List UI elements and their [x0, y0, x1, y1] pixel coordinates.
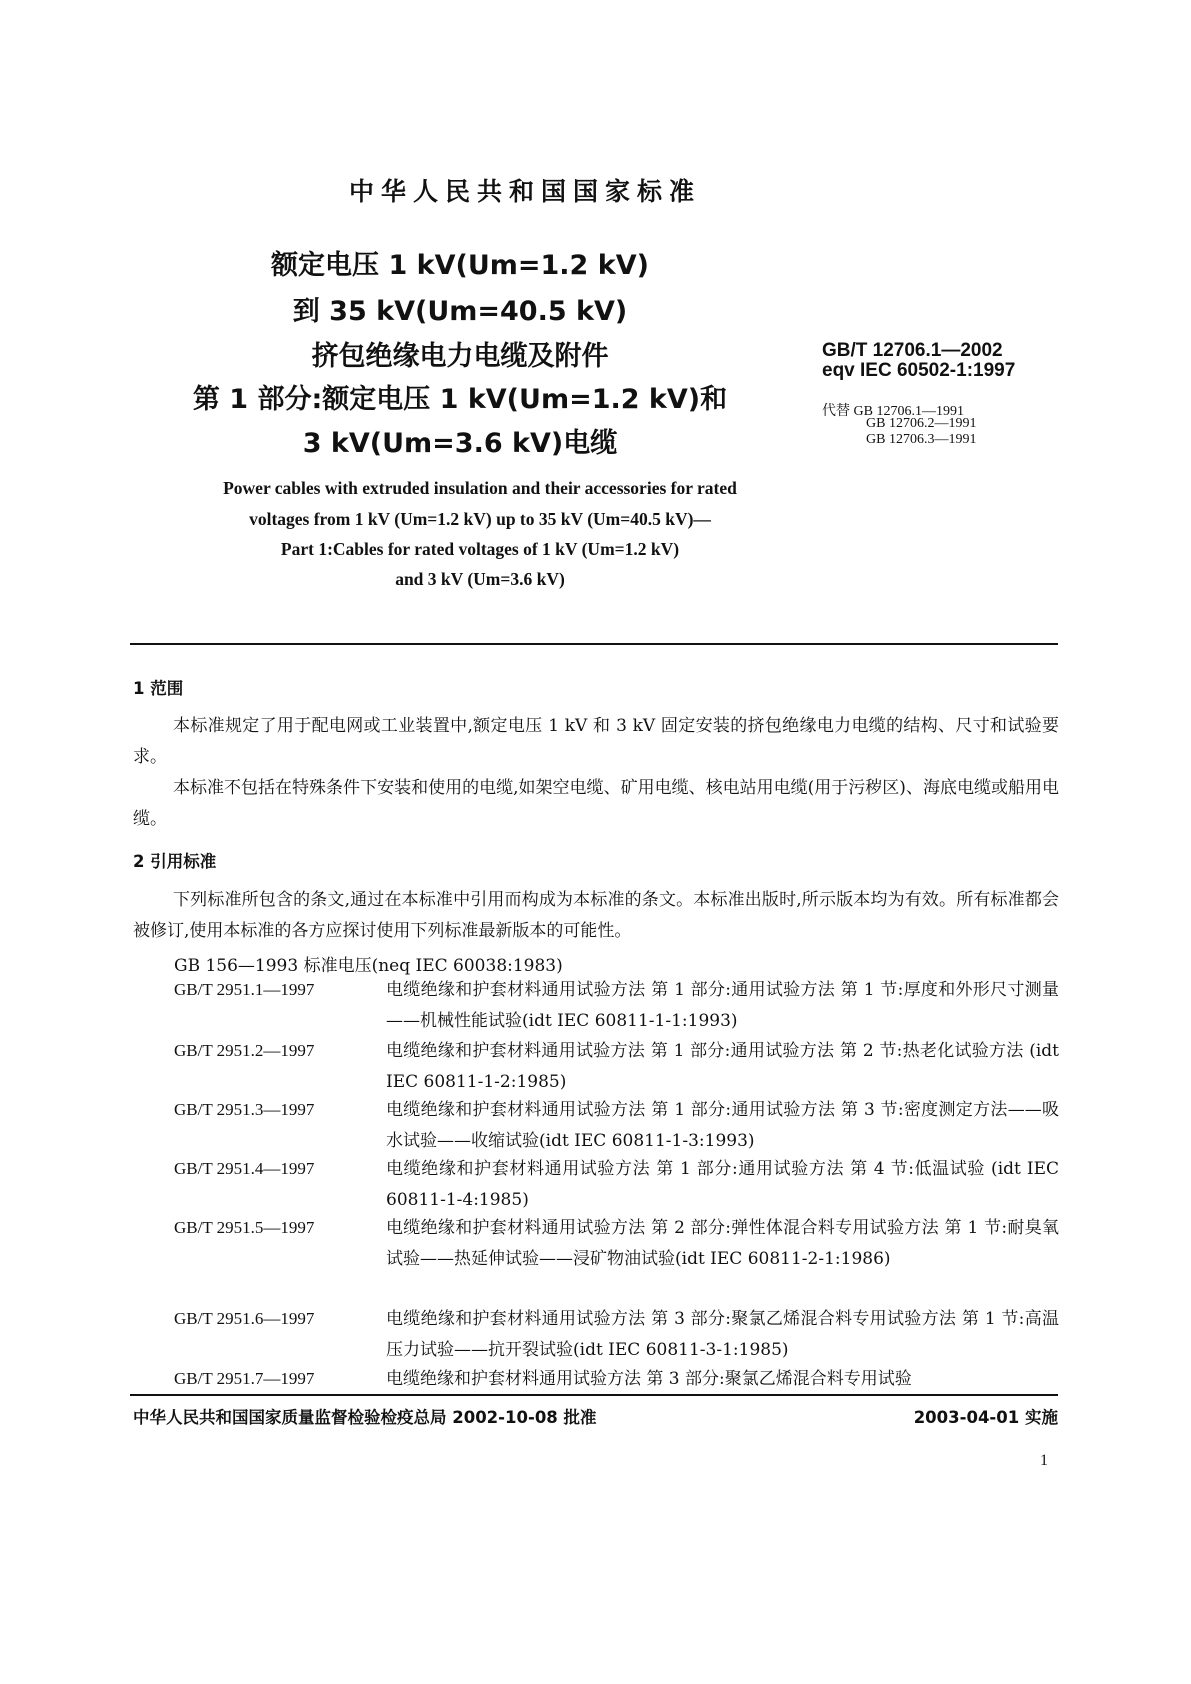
- title-en-line-4: and 3 kV (Um=3.6 kV): [395, 569, 565, 589]
- reference-code: GB/T 2951.2—1997: [174, 1041, 315, 1060]
- section-2-paragraph-1: 下列标准所包含的条文,通过在本标准中引用而构成为本标准的条文。本标准出版时,所示版本均为有效。所有标准都会被修订,使用本标准的各方应探讨使用下列标准最新版本的可能性。: [133, 890, 1059, 941]
- section-1-heading: 1 范围: [133, 679, 184, 698]
- title-cn-line-1: 额定电压 1 kV(Um=1.2 kV): [271, 250, 649, 281]
- section-1-paragraph-2: 本标准不包括在特殊条件下安装和使用的电缆,如架空电缆、矿用电缆、核电站用电缆(用于污秽区)、海底电缆或船用电缆。: [133, 778, 1059, 829]
- replaces-line-1: 代替 GB 12706.1—1991: [822, 404, 964, 419]
- reference-text: 电缆绝缘和护套材料通用试验方法 第 1 部分:通用试验方法 第 3 节:密度测定方法——吸水试验——收缩试验(idt IEC 60811-1-3:1993): [386, 1100, 1059, 1151]
- reference-text: 电缆绝缘和护套材料通用试验方法 第 1 部分:通用试验方法 第 1 节:厚度和外形尺寸测量——机械性能试验(idt IEC 60811-1-1:1993): [386, 980, 1059, 1031]
- title-divider: [130, 643, 1058, 645]
- standard-equivalence: eqv IEC 60502-1:1997: [822, 360, 1016, 381]
- approval-line: 中华人民共和国国家质量监督检验检疫总局 2002-10-08 批准: [133, 1408, 597, 1427]
- standard-code: GB/T 12706.1—2002: [822, 340, 1003, 361]
- replaces-line-3: GB 12706.3—1991: [866, 432, 977, 447]
- reference-text: 电缆绝缘和护套材料通用试验方法 第 1 部分:通用试验方法 第 2 节:热老化试验方法 (idt IEC 60811-1-2:1985): [386, 1041, 1059, 1092]
- title-en-line-1: Power cables with extruded insulation and their accessories for rated: [223, 478, 737, 498]
- title-cn-line-4: 第 1 部分:额定电压 1 kV(Um=1.2 kV)和: [192, 384, 728, 415]
- title-cn-line-3: 挤包绝缘电力电缆及附件: [311, 341, 609, 372]
- reference-code: GB/T 2951.6—1997: [174, 1309, 315, 1328]
- page-number: 1: [1040, 1452, 1048, 1469]
- title-en-line-3: Part 1:Cables for rated voltages of 1 kV (Um=1.2 kV): [280, 539, 680, 559]
- title-cn-line-2: 到 35 kV(Um=40.5 kV): [292, 296, 628, 327]
- section-1-paragraph-1: 本标准规定了用于配电网或工业装置中,额定电压 1 kV 和 3 kV 固定安装的挤包绝缘电力电缆的结构、尺寸和试验要求。: [133, 716, 1059, 767]
- reference-code: GB/T 2951.7—1997: [174, 1369, 315, 1388]
- title-en-line-2: voltages from 1 kV (Um=1.2 kV) up to 35 kV (Um=40.5 kV)—: [249, 509, 711, 529]
- reference-code: GB/T 2951.4—1997: [174, 1159, 315, 1178]
- section-2-heading: 2 引用标准: [133, 852, 217, 871]
- reference-code: GB/T 2951.1—1997: [174, 980, 315, 999]
- reference-gb156: GB 156—1993 标准电压(neq IEC 60038:1983): [174, 956, 563, 976]
- replaces-line-2: GB 12706.2—1991: [866, 416, 977, 431]
- title-cn-line-5: 3 kV(Um=3.6 kV)电缆: [302, 428, 618, 459]
- reference-text: 电缆绝缘和护套材料通用试验方法 第 1 部分:通用试验方法 第 4 节:低温试验 (idt IEC 60811-1-4:1985): [386, 1159, 1059, 1210]
- reference-code: GB/T 2951.5—1997: [174, 1218, 315, 1237]
- reference-code: GB/T 2951.3—1997: [174, 1100, 315, 1119]
- national-standard-header: 中华人民共和国国家标准: [348, 177, 701, 206]
- reference-text: 电缆绝缘和护套材料通用试验方法 第 3 部分:聚氯乙烯混合料专用试验方法 第 1 节:高温压力试验——抗开裂试验(idt IEC 60811-3-1:1985): [386, 1309, 1059, 1360]
- implementation-date: 2003-04-01 实施: [913, 1408, 1058, 1427]
- footer-divider: [130, 1394, 1058, 1396]
- reference-text: 电缆绝缘和护套材料通用试验方法 第 2 部分:弹性体混合料专用试验方法 第 1 节:耐臭氧试验——热延伸试验——浸矿物油试验(idt IEC 60811-2-1:1986): [386, 1218, 1059, 1269]
- reference-text: 电缆绝缘和护套材料通用试验方法 第 3 部分:聚氯乙烯混合料专用试验: [386, 1369, 912, 1389]
